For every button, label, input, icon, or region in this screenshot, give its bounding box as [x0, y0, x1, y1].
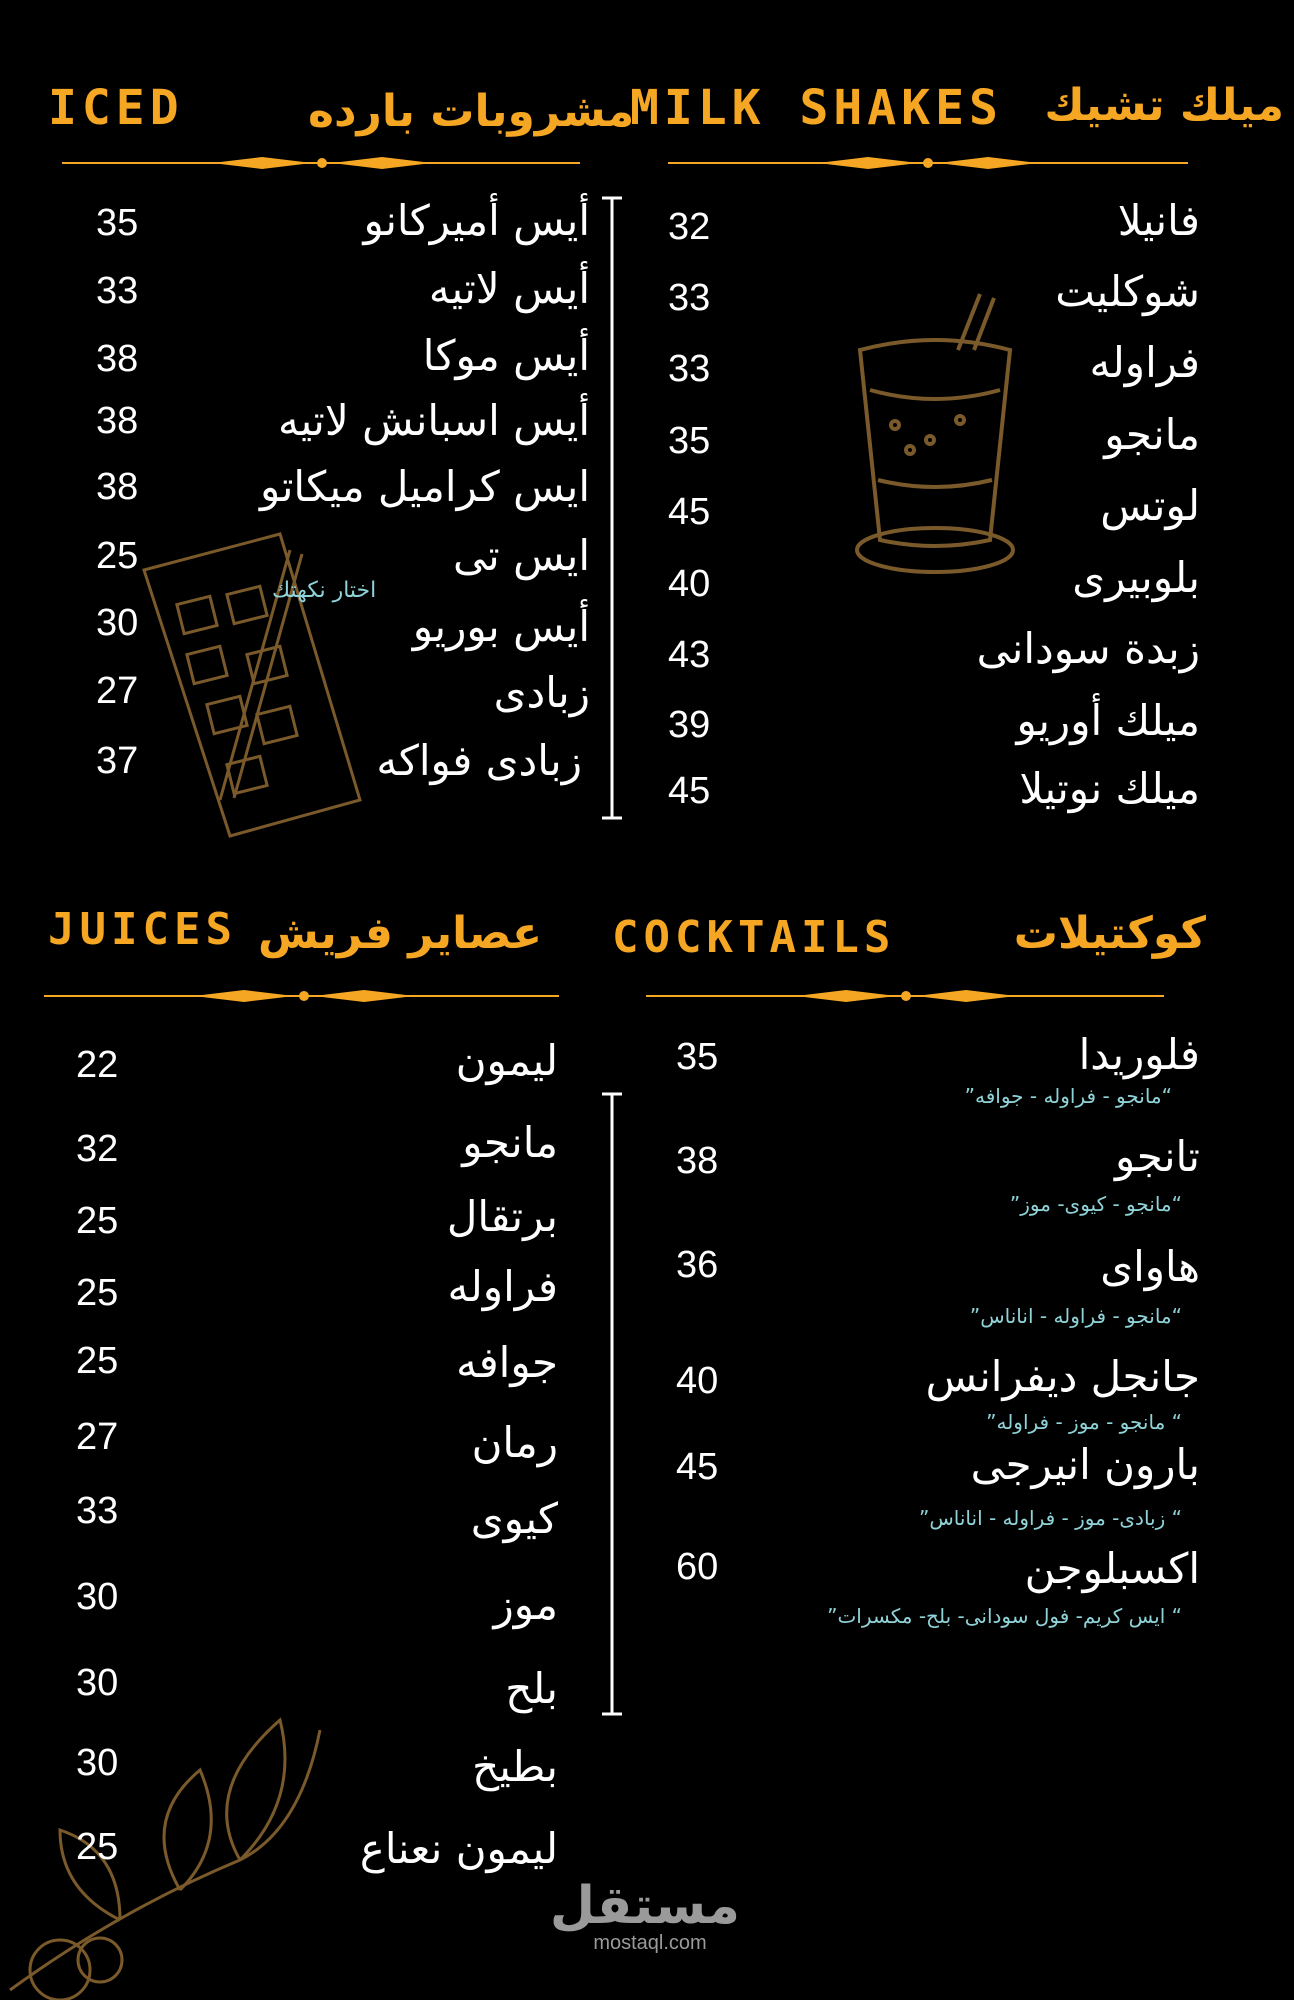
list-item-name: أيس لاتيه	[428, 264, 590, 313]
list-item-price: 35	[96, 202, 139, 244]
list-item-desc: “مانجو - كيوى- موز”	[1009, 1192, 1182, 1216]
list-item-name: موز	[493, 1580, 558, 1629]
iced-glass-icon	[140, 530, 370, 840]
iced-divider	[62, 153, 580, 173]
list-item-price: 38	[96, 400, 139, 442]
list-item-name: تانجو	[1115, 1132, 1200, 1181]
milkshakes-title-en: MILK SHAKES	[630, 80, 1003, 136]
list-item-price: 30	[76, 1662, 119, 1704]
list-item-price: 36	[676, 1244, 719, 1286]
list-item-name: اكسبلوجن	[1024, 1544, 1200, 1593]
list-item-name: برتقال	[446, 1192, 558, 1241]
list-item-price: 22	[76, 1044, 119, 1086]
list-item-price: 30	[96, 602, 139, 644]
list-item-name: زبدة سودانى	[976, 624, 1200, 673]
list-item-price: 43	[668, 634, 711, 676]
list-item-price: 45	[668, 770, 711, 812]
list-item-name: بلوبيرى	[1072, 553, 1200, 602]
list-item-name: جانجل ديفرانس	[925, 1352, 1200, 1401]
list-item-price: 35	[676, 1036, 719, 1078]
list-item-price: 37	[96, 740, 139, 782]
list-item-price: 35	[668, 420, 711, 462]
list-item-name: زبادى فواكه	[376, 736, 582, 785]
list-item-price: 32	[76, 1128, 119, 1170]
list-item-name: فراوله	[1089, 338, 1200, 387]
list-item-name: ايس تى	[453, 531, 590, 580]
list-item-price: 38	[676, 1140, 719, 1182]
list-item-price: 40	[668, 563, 711, 605]
milkshakes-divider	[668, 153, 1188, 173]
list-item-name: فراوله	[447, 1262, 558, 1311]
list-item-price: 45	[668, 491, 711, 533]
list-item-name: فلوريدا	[1078, 1030, 1200, 1079]
list-item-name: لوتس	[1100, 481, 1200, 530]
list-item-name: ليمون	[455, 1036, 558, 1085]
list-item-name: جوافه	[456, 1338, 558, 1387]
juices-bracket	[600, 1092, 630, 1718]
list-item-price: 30	[76, 1742, 119, 1784]
list-item-price: 25	[76, 1340, 119, 1382]
list-item-price: 45	[676, 1446, 719, 1488]
list-item-desc: “ زبادى- موز - فراوله - اناناس”	[918, 1506, 1182, 1530]
list-item-name: مانجو	[462, 1118, 558, 1167]
list-item-price: 39	[668, 704, 711, 746]
list-item-price: 38	[96, 466, 139, 508]
list-item-name: مانجو	[1104, 410, 1200, 459]
iced-title-ar: مشروبات بارده	[308, 86, 635, 137]
list-item-name: أيس أميركانو	[363, 196, 590, 245]
juices-title-ar: عصاير فريش	[258, 908, 543, 959]
cocktails-divider	[646, 986, 1164, 1006]
iced-title-en: ICED	[48, 80, 184, 136]
cocktails-title-en: COCKTAILS	[612, 912, 896, 963]
list-item-price: 25	[76, 1272, 119, 1314]
list-item-name: فانيلا	[1117, 196, 1200, 245]
list-item-name: ميلك نوتيلا	[1019, 764, 1200, 813]
list-item-desc: “ ايس كريم- فول سودانى- بلح- مكسرات”	[827, 1604, 1182, 1628]
list-item-name: أيس بوريو	[412, 602, 590, 651]
list-item-name: هاواى	[1100, 1242, 1200, 1291]
list-item-name: بطيخ	[472, 1742, 558, 1791]
logo-arabic: مستقل	[549, 1876, 740, 1936]
logo-url: mostaql.com	[593, 1932, 707, 1954]
list-item-price: 33	[668, 348, 711, 390]
list-item-name: زبادى	[493, 668, 590, 717]
list-item-desc: “ مانجو - موز - فراوله”	[986, 1410, 1182, 1434]
list-item-price: 32	[668, 206, 711, 248]
fruit-leaves-icon	[0, 1710, 330, 2000]
iced-flavor-note: اختار نكهتك	[272, 578, 377, 603]
milkshake-glass-icon	[850, 290, 1020, 580]
list-item-price: 38	[96, 338, 139, 380]
list-item-name: ميلك أوريو	[1016, 696, 1200, 745]
list-item-desc: “مانجو - فراوله - جوافه”	[964, 1084, 1172, 1108]
list-item-price: 33	[96, 270, 139, 312]
list-item-name: أيس موكا	[422, 331, 590, 380]
list-item-price: 60	[676, 1546, 719, 1588]
mostaql-logo	[549, 1876, 740, 1955]
list-item-price: 40	[676, 1360, 719, 1402]
cocktails-title-ar: كوكتيلات	[1013, 908, 1206, 959]
milkshakes-title-ar: ميلك تشيك	[1044, 80, 1284, 131]
list-item-name: أيس اسبانش لاتيه	[277, 396, 590, 445]
list-item-name: شوكليت	[1055, 267, 1200, 316]
list-item-price: 33	[76, 1490, 119, 1532]
list-item-price: 25	[76, 1200, 119, 1242]
list-item-price: 25	[76, 1826, 119, 1868]
list-item-desc: “مانجو - فراوله - اناناس”	[969, 1304, 1182, 1328]
list-item-price: 27	[76, 1416, 119, 1458]
list-item-name: بلح	[505, 1664, 558, 1713]
list-item-name: ايس كراميل ميكاتو	[260, 462, 590, 511]
iced-bracket	[600, 196, 630, 822]
list-item-price: 30	[76, 1576, 119, 1618]
list-item-name: بارون انيرجى	[970, 1440, 1200, 1489]
list-item-name: كيوى	[470, 1494, 558, 1543]
list-item-price: 27	[96, 670, 139, 712]
list-item-price: 25	[96, 535, 139, 577]
juices-divider	[44, 986, 559, 1006]
list-item-name: رمان	[471, 1418, 558, 1467]
juices-title-en: JUICES	[48, 904, 237, 955]
list-item-name: ليمون نعناع	[359, 1824, 558, 1873]
list-item-price: 33	[668, 277, 711, 319]
